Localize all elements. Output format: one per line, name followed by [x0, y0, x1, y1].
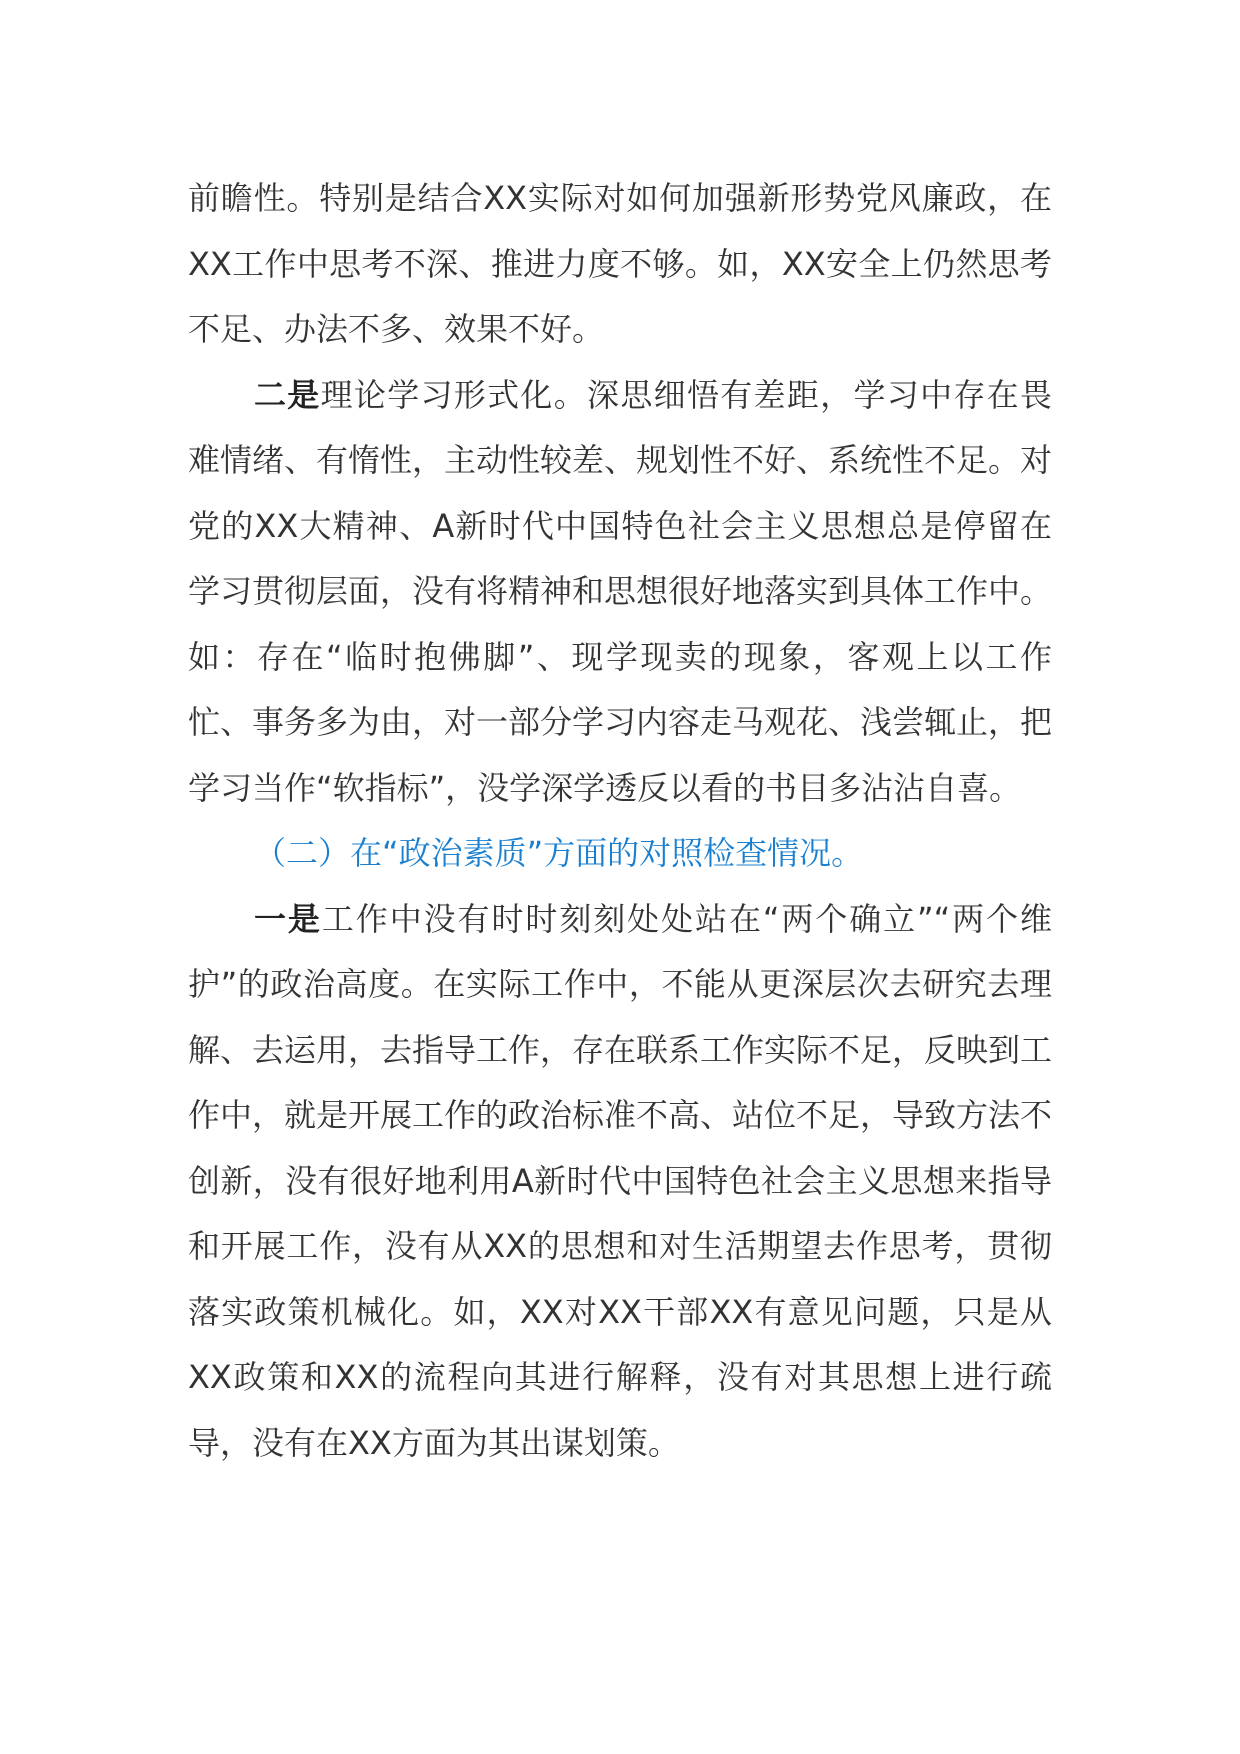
document-body: [188, 166, 1052, 1476]
point-two-lead: 二是: [254, 375, 321, 414]
section-heading-political-quality: （二）在“政治素质”方面的对照检查情况。: [254, 834, 864, 872]
paragraph-point-one: [188, 887, 1052, 1477]
point-one-text: 工作中没有时时刻刻处处站在“两个确立”“两个维护”的政治高度。在实际工作中，不能从更深层次去研究去理解、去运用，去指导工作，存在联系工作实际不足，反映到工作中，就是开展工作的政治标准不高、站位不足，导致方法不创新，没有很好地利用A新时代中国特色社会主义思想来指导和开展工作，没有从XX的思想和对生活期望去作思考，贯彻落实政策机械化。如，XX对XX干部XX有意见问题，只是从XX政策和XX的流程向其进行解释，没有对其思想上进行疏导，没有在XX方面为其出谋划策。: [188, 899, 1053, 1462]
paragraph-point-two: [188, 363, 1052, 822]
point-one-lead: 一是: [254, 899, 322, 938]
point-two-text: 理论学习形式化。深思细悟有差距，学习中存在畏难情绪、有惰性，主动性较差、规划性不好、系统性不足。对党的XX大精神、A新时代中国特色社会主义思想总是停留在学习贯彻层面，没有将精神和思想很好地落实到具体工作中。如：存在“临时抱佛脚”、现学现卖的现象，客观上以工作忙、事务多为由，对一部分学习内容走马观花、浅尝辄止，把学习当作“软指标”，没学深学透反以看的书目多沾沾自喜。: [188, 375, 1053, 807]
paragraph-continuation: 前瞻性。特别是结合XX实际对如何加强新形势党风廉政，在XX工作中思考不深、推进力度不够。如，XX安全上仍然思考不足、办法不多、效果不好。: [188, 179, 1052, 348]
